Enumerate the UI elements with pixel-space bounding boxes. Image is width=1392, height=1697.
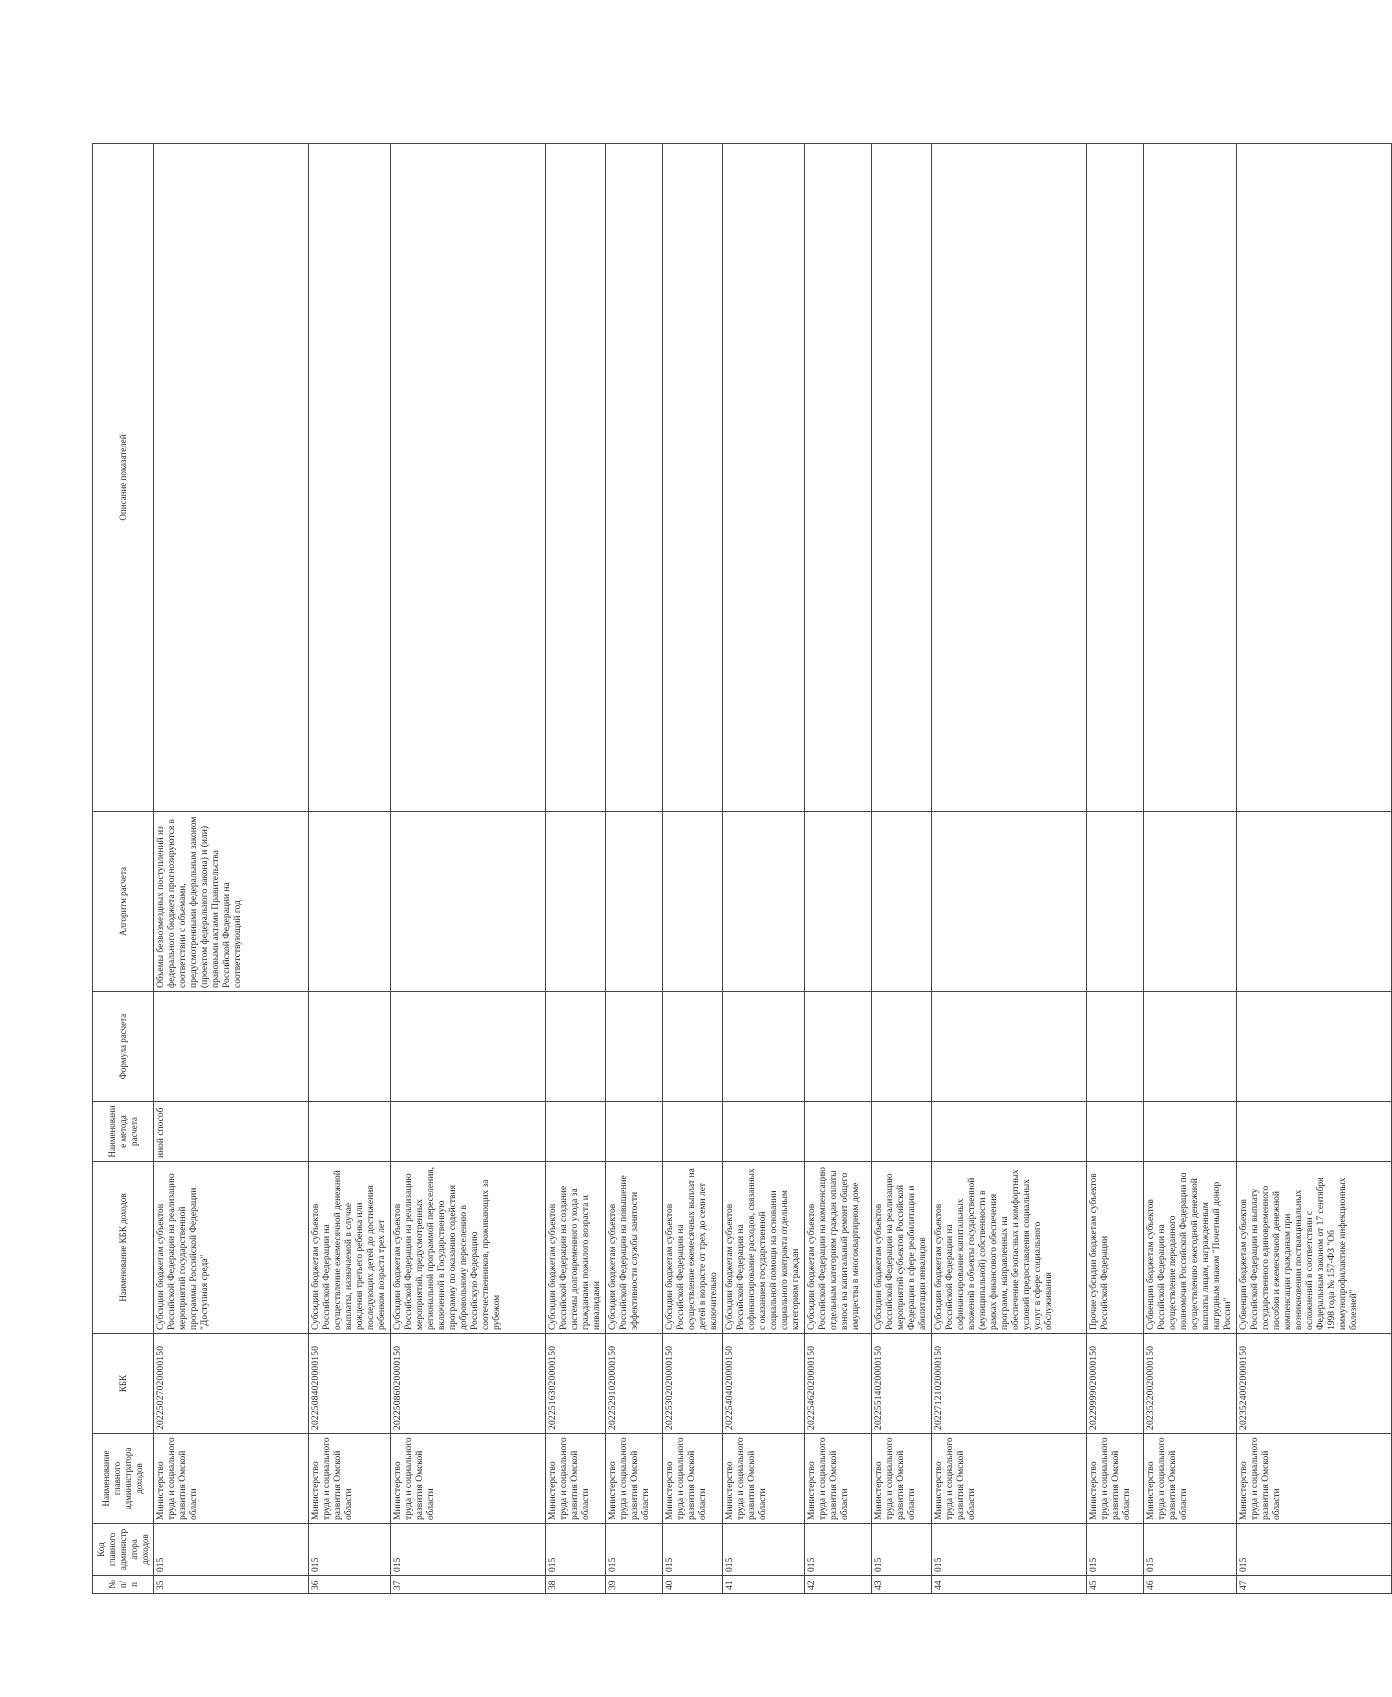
row-admin-code: 015 <box>805 1524 872 1576</box>
row-admin-code: 015 <box>663 1524 723 1576</box>
row-admin-name: Министерство труда и социального развития Омской области <box>663 1434 723 1524</box>
row-admin-name: Министерство труда и социального развития Омской области <box>606 1434 663 1524</box>
row-kbk: 20225291020000150 <box>606 1334 663 1434</box>
row-kbk: 20225462020000150 <box>805 1334 872 1434</box>
row-description <box>663 144 723 812</box>
row-description <box>546 144 606 812</box>
table-row <box>391 144 546 1594</box>
row-admin-name: Министерство труда и социального развития Омской области <box>1087 1434 1144 1524</box>
row-method: иной способ <box>154 1102 309 1162</box>
row-admin-code: 015 <box>1087 1524 1144 1576</box>
row-algorithm <box>1237 812 1392 992</box>
row-admin-code: 015 <box>1237 1524 1392 1576</box>
header-admin-code: Код главного администратора доходов <box>93 1524 154 1576</box>
table-row <box>1144 144 1237 1594</box>
row-kbk-name: Субвенции бюджетам субъектов Российской Федерации на осуществление переданного полномочия Российской Федерации по осуществлению ежегодной денежной выплаты лицам, награжденным нагрудным знаком "Почетный донор России" <box>1144 1162 1237 1334</box>
row-formula <box>546 992 606 1102</box>
row-admin-code: 015 <box>723 1524 805 1576</box>
row-num: 36 <box>309 1576 391 1594</box>
row-admin-name: Министерство труда и социального развития Омской области <box>154 1434 309 1524</box>
row-algorithm <box>932 812 1087 992</box>
row-kbk: 20227121020000150 <box>932 1334 1087 1434</box>
table-row <box>723 144 805 1594</box>
row-description <box>1087 144 1144 812</box>
table-row <box>663 144 723 1594</box>
row-algorithm <box>663 812 723 992</box>
row-description <box>1144 144 1237 812</box>
row-admin-name: Министерство труда и социального развития Омской области <box>1237 1434 1392 1524</box>
row-kbk-name: Субсидии бюджетам субъектов Российской Федерации на повышение эффективности службы занятости <box>606 1162 663 1334</box>
row-method <box>606 1102 663 1162</box>
table-row <box>1237 144 1392 1594</box>
row-formula <box>1144 992 1237 1102</box>
row-method <box>1144 1102 1237 1162</box>
row-description <box>932 144 1087 812</box>
row-kbk: 20229999020000150 <box>1087 1334 1144 1434</box>
row-formula <box>932 992 1087 1102</box>
row-admin-name: Министерство труда и социального развития Омской области <box>1144 1434 1237 1524</box>
row-num: 37 <box>391 1576 546 1594</box>
row-method <box>546 1102 606 1162</box>
row-method <box>805 1102 872 1162</box>
row-kbk-name: Субсидии бюджетам субъектов Российской Федерации на реализацию мероприятий субъектов Российской Федерации в сфере реабилитации и абилитации инвалидов <box>872 1162 932 1334</box>
row-description <box>872 144 932 812</box>
row-description <box>391 144 546 812</box>
row-kbk: 20225027020000150 <box>154 1334 309 1434</box>
row-num: 35 <box>154 1576 309 1594</box>
row-formula <box>154 992 309 1102</box>
row-admin-code: 015 <box>391 1524 546 1576</box>
row-formula <box>1087 992 1144 1102</box>
row-formula <box>1237 992 1392 1102</box>
row-algorithm <box>1144 812 1237 992</box>
row-method <box>1087 1102 1144 1162</box>
revenue-forecast-table <box>92 143 1392 1594</box>
row-num: 47 <box>1237 1576 1392 1594</box>
row-algorithm <box>872 812 932 992</box>
row-kbk-name: Субсидии бюджетам субъектов Российской Федерации на создание системы долговременного ухода за гражданами пожилого возраста и инвалидами <box>546 1162 606 1334</box>
table-row <box>805 144 872 1594</box>
row-description <box>723 144 805 812</box>
row-admin-name: Министерство труда и социального развития Омской области <box>805 1434 872 1524</box>
row-num: 39 <box>606 1576 663 1594</box>
row-kbk-name: Субвенции бюджетам субъектов Российской Федерации на выплату государственного единовременного пособия и ежемесячной денежной компенсации гражданам при возникновении поствакцинальных осложнений в соответствии с Федеральным законом от 17 сентября 1998 года № 157-ФЗ "Об иммунопрофилактике инфекционных болезней" <box>1237 1162 1392 1334</box>
row-formula <box>606 992 663 1102</box>
table-row <box>546 144 606 1594</box>
row-method <box>872 1102 932 1162</box>
table-row <box>154 144 309 1594</box>
row-description <box>1237 144 1392 812</box>
table-body <box>154 144 1392 1594</box>
row-num: 46 <box>1144 1576 1237 1594</box>
row-method <box>309 1102 391 1162</box>
table-row <box>872 144 932 1594</box>
row-admin-code: 015 <box>872 1524 932 1576</box>
row-formula <box>663 992 723 1102</box>
row-formula <box>805 992 872 1102</box>
row-admin-code: 015 <box>154 1524 309 1576</box>
row-algorithm <box>606 812 663 992</box>
row-formula <box>723 992 805 1102</box>
table-row <box>309 144 391 1594</box>
row-admin-code: 015 <box>309 1524 391 1576</box>
row-num: 38 <box>546 1576 606 1594</box>
row-admin-name: Министерство труда и социального развития Омской области <box>391 1434 546 1524</box>
row-admin-name: Министерство труда и социального развития Омской области <box>309 1434 391 1524</box>
rotated-table-container <box>92 144 1359 1594</box>
header-method: Наименование метода расчета <box>93 1102 154 1162</box>
row-kbk-name: Прочие субсидии бюджетам субъектов Российской Федерации <box>1087 1162 1144 1334</box>
row-admin-name: Министерство труда и социального развития Омской области <box>932 1434 1087 1524</box>
row-method <box>932 1102 1087 1162</box>
row-description <box>154 144 309 812</box>
row-admin-code: 015 <box>932 1524 1087 1576</box>
header-num: № п/п <box>93 1576 154 1594</box>
header-admin-name: Наименование главного администратора доходов <box>93 1434 154 1524</box>
row-kbk: 20225084020000150 <box>309 1334 391 1434</box>
row-admin-name: Министерство труда и социального развития Омской области <box>546 1434 606 1524</box>
row-kbk: 20225163020000150 <box>546 1334 606 1434</box>
row-kbk-name: Субсидии бюджетам субъектов Российской Федерации на компенсацию отдельным категориям граждан оплаты взноса на капитальный ремонт общего имущества в многоквартирном доме <box>805 1162 872 1334</box>
row-num: 41 <box>723 1576 805 1594</box>
row-kbk: 20235220020000150 <box>1144 1334 1237 1434</box>
row-kbk: 20225404020000150 <box>723 1334 805 1434</box>
row-kbk: 20225302020000150 <box>663 1334 723 1434</box>
row-algorithm <box>805 812 872 992</box>
row-kbk-name: Субсидии бюджетам субъектов Российской Федерации на реализацию мероприятий, предусмотренных региональной программой переселения, включенной в Государственную программу по оказанию содействия добровольному переселению в Российскую Федерацию соотечественников, проживающих за рубежом <box>391 1162 546 1334</box>
row-num: 42 <box>805 1576 872 1594</box>
row-algorithm <box>391 812 546 992</box>
row-algorithm <box>309 812 391 992</box>
row-kbk-name: Субсидии бюджетам субъектов Российской Федерации на реализацию мероприятий государственной программы Российской Федерации "Доступная среда" <box>154 1162 309 1334</box>
table-header-row <box>93 144 154 1594</box>
row-num: 43 <box>872 1576 932 1594</box>
row-kbk-name: Субсидии бюджетам субъектов Российской Федерации на осуществление ежемесячных выплат на детей в возрасте от трех до семи лет включительно <box>663 1162 723 1334</box>
row-admin-code: 015 <box>1144 1524 1237 1576</box>
row-admin-name: Министерство труда и социального развития Омской области <box>872 1434 932 1524</box>
row-method <box>391 1102 546 1162</box>
row-algorithm <box>723 812 805 992</box>
row-description <box>309 144 391 812</box>
row-kbk: 20225514020000150 <box>872 1334 932 1434</box>
row-formula <box>872 992 932 1102</box>
row-admin-code: 015 <box>546 1524 606 1576</box>
row-formula <box>309 992 391 1102</box>
row-formula <box>391 992 546 1102</box>
row-algorithm <box>1087 812 1144 992</box>
row-description <box>805 144 872 812</box>
header-description: Описание показателей <box>93 144 154 812</box>
row-method <box>663 1102 723 1162</box>
row-admin-code: 015 <box>606 1524 663 1576</box>
table-row <box>606 144 663 1594</box>
table-row <box>1087 144 1144 1594</box>
header-kbk-name: Наименование КБК доходов <box>93 1162 154 1334</box>
row-kbk-name: Субсидии бюджетам субъектов Российской Федерации на софинансирование расходов, связанных с оказанием государственной социальной помощи на основании социального контракта отдельным категориям граждан <box>723 1162 805 1334</box>
table-row <box>932 144 1087 1594</box>
row-kbk: 20235240020000150 <box>1237 1334 1392 1434</box>
row-num: 40 <box>663 1576 723 1594</box>
header-kbk: КБК <box>93 1334 154 1434</box>
header-formula: Формула расчета <box>93 992 154 1102</box>
row-kbk-name: Субсидии бюджетам субъектов Российской Федерации на софинансирование капитальных вложений в объекты государственной (муниципальной) собственности в рамках финансового обеспечения программ, направленных на обеспечение безопасных и комфортных условий предоставления социальных услуг в сфере социального обслуживания <box>932 1162 1087 1334</box>
row-algorithm <box>546 812 606 992</box>
row-kbk: 20225086020000150 <box>391 1334 546 1434</box>
row-admin-name: Министерство труда и социального развития Омской области <box>723 1434 805 1524</box>
row-num: 45 <box>1087 1576 1144 1594</box>
row-kbk-name: Субсидии бюджетам субъектов Российской Федерации на осуществление ежемесячной денежной выплаты, назначаемой в случае рождения третьего ребенка или последующих детей до достижения ребенком возраста трех лет <box>309 1162 391 1334</box>
row-description <box>606 144 663 812</box>
row-method <box>1237 1102 1392 1162</box>
row-method <box>723 1102 805 1162</box>
row-num: 44 <box>932 1576 1087 1594</box>
header-algorithm: Алгоритм расчета <box>93 812 154 992</box>
row-algorithm: Объемы безвозмездных поступлений из федерального бюджета прогнозируются в соответствии с объемами, предусмотренными федеральным законом (проектом федерального закона) и (или) правовыми актами Правительства Российской Федерации на соответствующий год <box>154 812 309 992</box>
